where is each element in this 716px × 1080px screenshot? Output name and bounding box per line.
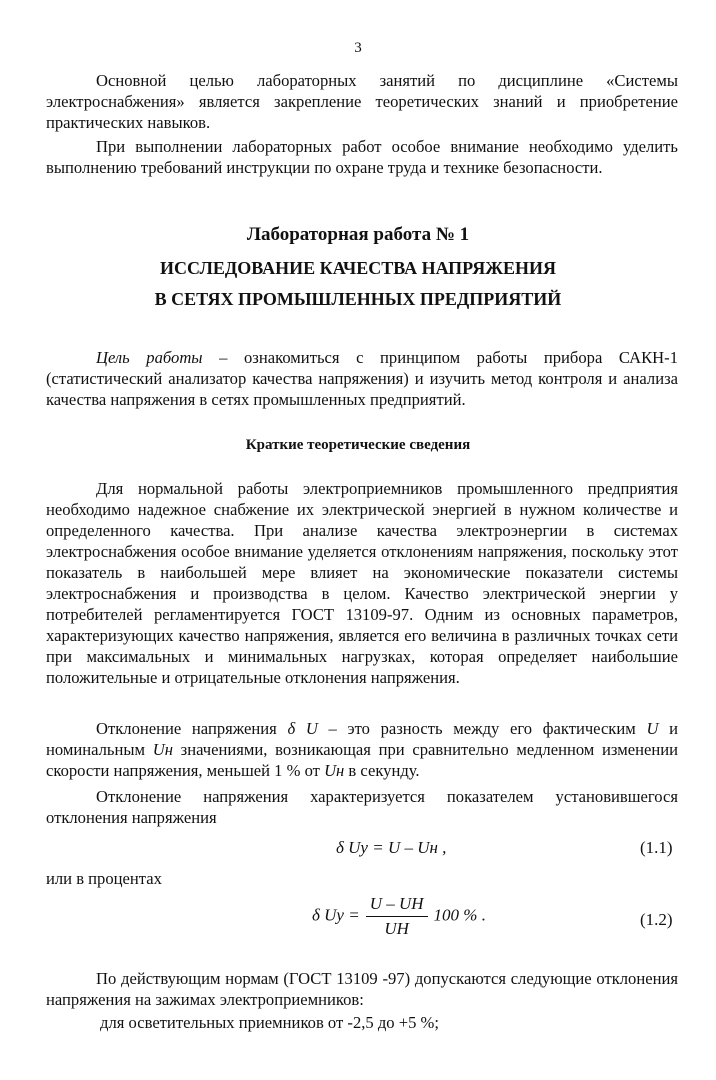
equation-2-denominator: UН [384,919,409,938]
theory-paragraph-1: Для нормальной работы электроприемников промышленного предприятия необходимо надежное снабжение их электрической энергией в нужном количестве и определенного качества. При анализе качества электроэнергии в системах электроснабжения особое внимание уделяется отклонениям напряжения, поскольку этот показатель в наибольшей мере влияет на экономические показатели системы электроснабжения и производства в целом. Качество электрической энергии у потребителей регламентируется ГОСТ 13109-97. Одним из основных параметров, характеризующих качество напряжения, является его величина в различных точках сети при максимальных и минимальных нагрузках, которая определяет наибольшие положительные и отрицательные отклонения напряжения. [46,479,678,687]
equation-2-number: (1.2) [640,910,673,929]
equation-2 [312,894,486,939]
equation-1-number: (1.1) [640,838,673,857]
equation-2-numerator: U – UН [366,894,428,917]
norms-item-1: для осветительных приемников от -2,5 до +5 %; [100,1013,439,1032]
equation-connector: или в процентах [46,869,162,888]
goal-text: – ознакомиться с принципом работы прибора САКН-1 (статистический анализатор качества напряжения) и изучить метод контроля и анализа качества напряжения в сетях промышленных предприятий. [46,348,678,409]
delta-u-symbol: δ U [287,719,318,738]
page-number: 3 [354,40,362,56]
lab-subtitle-1: ИССЛЕДОВАНИЕ КАЧЕСТВА НАПРЯЖЕНИЯ [159,258,557,278]
goal-label: Цель работы [96,348,203,367]
theory-paragraph-2: Отклонение напряжения δ U – это разность между его фактическим U и номинальным Uн значениями, возникающая при сравнительно медленном изменении скорости напряжения, меньшей 1 % от Uн в секунду. [46,719,678,780]
intro-paragraph-2: При выполнении лабораторных работ особое внимание необходимо уделить выполнению требований инструкции по охране труда и технике безопасности. [46,137,678,177]
equation-2-rhs: 100 % . [433,905,486,925]
lab-subtitle-2: В СЕТЯХ ПРОМЫШЛЕННЫХ ПРЕДПРИЯТИЙ [154,289,562,309]
goal-paragraph [46,347,678,410]
theory-paragraph-3: Отклонение напряжения характеризуется показателем установившегося отклонения напряжения [46,787,678,827]
equation-1: δ Uу = U – Uн , [336,838,447,857]
equation-2-fraction [366,894,428,939]
section-title: Краткие теоретические сведения [245,437,471,453]
norms-paragraph: По действующим нормам (ГОСТ 13109 -97) допускаются следующие отклонения напряжения на зажимах электроприемников: [46,969,678,1009]
equation-2-lhs: δ Uу = [312,905,360,925]
un-symbol: Uн [152,740,173,759]
u-symbol: U [646,719,659,738]
lab-title: Лабораторная работа № 1 [246,224,470,245]
un-symbol: Uн [324,761,345,780]
intro-paragraph-1: Основной целью лабораторных занятий по дисциплине «Системы электроснабжения» является закрепление теоретических знаний и приобретение практических навыков. [46,71,678,132]
